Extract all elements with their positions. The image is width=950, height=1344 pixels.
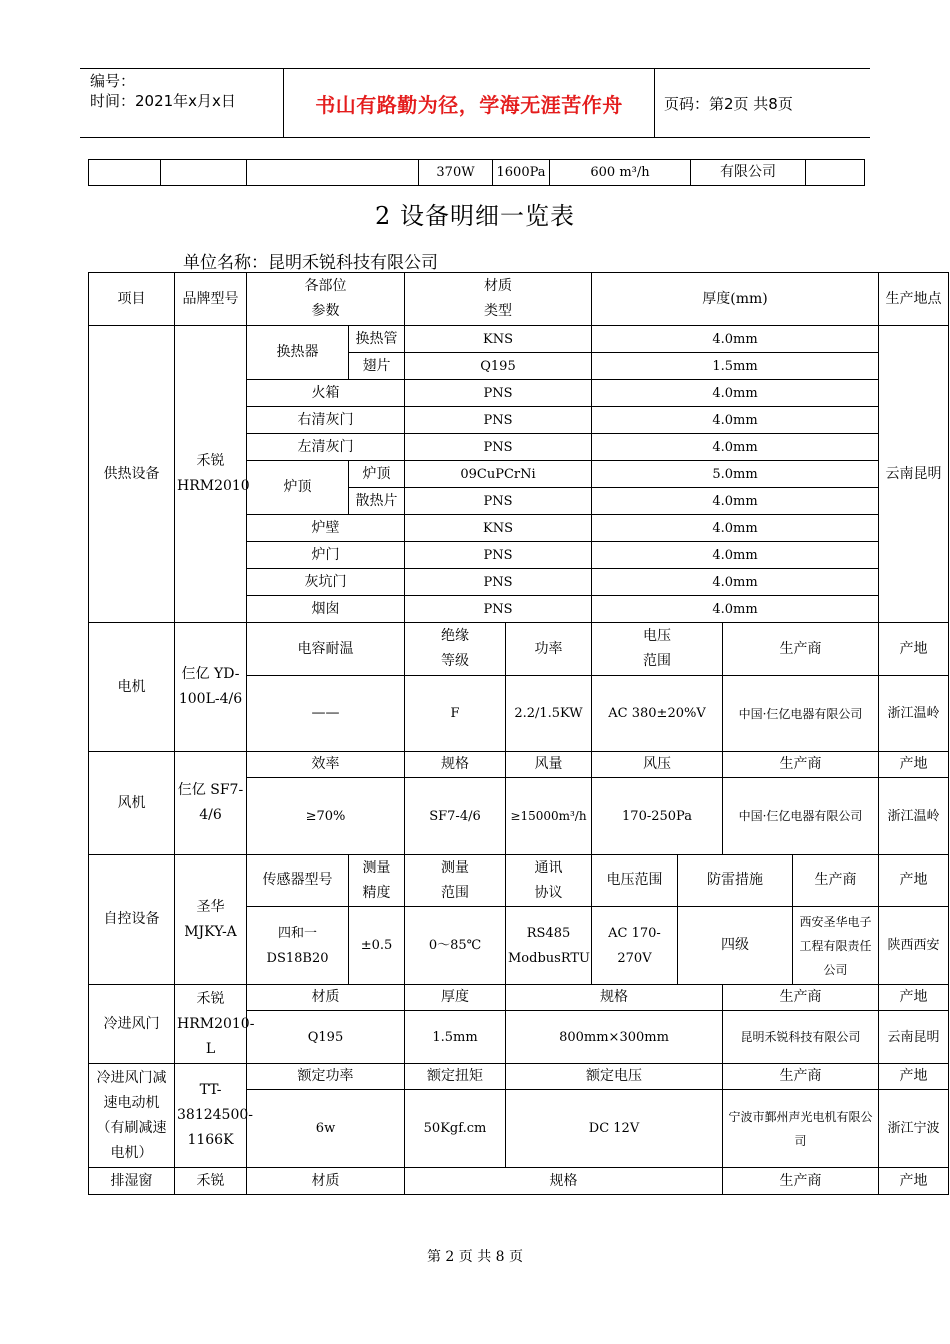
fan-h-press: 风压 [592,752,723,778]
heating-group-exchanger: 换热器 [247,326,349,380]
vent-thick: 1.5mm [405,1011,506,1064]
motor-brand: 仨亿 YD-100L-4/6 [175,623,247,752]
part-material: PNS [405,569,592,596]
fan-brand: 仨亿 SF7-4/6 [175,752,247,855]
vent-h-spec: 规格 [506,985,723,1011]
control-volt: AC 170-270V [592,907,678,985]
table-cell [247,160,419,186]
vent-brand: 禾锐 HRM2010-L [175,985,247,1064]
header-motto: 书山有路勤为径，学海无涯苦作舟 [283,69,655,137]
part-thickness: 4.0mm [592,407,879,434]
part-name: 火箱 [247,380,405,407]
heating-item: 供热设备 [89,326,175,623]
motor-item: 电机 [89,623,175,752]
part-thickness: 4.0mm [592,542,879,569]
vent-spec: 800mm×300mm [506,1011,723,1064]
gear-power: 6w [247,1090,405,1168]
fan-maker: 中国·仨亿电器有限公司 [723,778,879,855]
fan-h-maker: 生产商 [723,752,879,778]
header-page-info: 页码：第2页 共8页 [664,94,793,113]
dehum-header-row [89,1168,949,1195]
continued-table-row [88,159,865,186]
dehum-h-origin: 产地 [879,1168,949,1195]
control-h-sensor: 传感器型号 [247,855,349,907]
heating-group-lid: 炉顶 [247,461,349,515]
vent-h-origin: 产地 [879,985,949,1011]
fan-origin: 浙江温岭 [879,778,949,855]
gear-h-volt: 额定电压 [506,1064,723,1090]
motor-ins: F [405,676,506,752]
part-name: 炉壁 [247,515,405,542]
part-name: 翅片 [349,353,405,380]
header-item: 项目 [89,273,175,326]
heating-origin: 云南昆明 [879,326,949,623]
gear-torque: 50Kgf.cm [405,1090,506,1168]
motor-h-origin: 产地 [879,623,949,676]
motor-volt: AC 380±20%V [592,676,723,752]
header-material: 材质 类型 [405,273,592,326]
control-h-origin: 产地 [879,855,949,907]
header-origin: 生产地点 [879,273,949,326]
part-material: 09CuPCrNi [405,461,592,488]
document-time: 时间：2021年x月x日 [90,92,236,110]
part-material: Q195 [405,353,592,380]
table-cell: 有限公司 [691,160,806,186]
table-row [89,326,949,353]
part-thickness: 4.0mm [592,596,879,623]
gear-h-power: 额定功率 [247,1064,405,1090]
fan-h-flow: 风量 [506,752,592,778]
control-range: 0～85℃ [405,907,506,985]
motor-header-row [89,623,949,676]
table-header-row [89,273,949,326]
vent-h-thick: 厚度 [405,985,506,1011]
vent-item: 冷进风门 [89,985,175,1064]
vent-h-maker: 生产商 [723,985,879,1011]
dehum-h-spec: 规格 [405,1168,723,1195]
vent-header-row [89,985,949,1011]
fan-press: 170-250Pa [592,778,723,855]
motor-power: 2.2/1.5KW [506,676,592,752]
control-brand: 圣华 MJKY-A [175,855,247,985]
fan-spec: SF7-4/6 [405,778,506,855]
dehum-item: 排湿窗 [89,1168,175,1195]
motor-origin: 浙江温岭 [879,676,949,752]
equipment-table [88,272,949,1195]
part-material: PNS [405,380,592,407]
gear-volt: DC 12V [506,1090,723,1168]
part-name: 灰坑门 [247,569,405,596]
part-material: PNS [405,488,592,515]
header-thickness: 厚度(mm) [592,273,879,326]
vent-origin: 云南昆明 [879,1011,949,1064]
motor-h-volt: 电压 范围 [592,623,723,676]
fan-item: 风机 [89,752,175,855]
control-h-light: 防雷措施 [678,855,793,907]
table-cell: 370W [419,160,493,186]
control-h-proto: 通讯 协议 [506,855,592,907]
fan-header-row [89,752,949,778]
control-header-row [89,855,949,907]
vent-maker: 昆明禾锐科技有限公司 [723,1011,879,1064]
control-h-acc: 测量 精度 [349,855,405,907]
control-origin: 陕西西安 [879,907,949,985]
dehum-h-mat: 材质 [247,1168,405,1195]
table-cell [806,160,865,186]
header-parts: 各部位 参数 [247,273,405,326]
motor-h-ins: 绝缘 等级 [405,623,506,676]
fan-h-origin: 产地 [879,752,949,778]
fan-h-spec: 规格 [405,752,506,778]
section-title: 2 设备明细一览表 [375,202,575,230]
motor-h-cap: 电容耐温 [247,623,405,676]
gear-origin: 浙江宁波 [879,1090,949,1168]
control-light: 四级 [678,907,793,985]
page-header [80,68,870,138]
part-material: PNS [405,596,592,623]
control-h-volt: 电压范围 [592,855,678,907]
control-h-range: 测量 范围 [405,855,506,907]
part-name: 换热管 [349,326,405,353]
vent-h-mat: 材质 [247,985,405,1011]
part-thickness: 4.0mm [592,326,879,353]
part-thickness: 5.0mm [592,461,879,488]
document-number: 编号： [90,72,136,90]
motor-maker: 中国·仨亿电器有限公司 [723,676,879,752]
table-cell: 1600Pa [493,160,550,186]
control-item: 自控设备 [89,855,175,985]
control-h-maker: 生产商 [793,855,879,907]
part-material: KNS [405,515,592,542]
control-acc: ±0.5 [349,907,405,985]
vent-mat: Q195 [247,1011,405,1064]
gear-h-torque: 额定扭矩 [405,1064,506,1090]
dehum-h-maker: 生产商 [723,1168,879,1195]
control-sensor: 四和一 DS18B20 [247,907,349,985]
gear-h-origin: 产地 [879,1064,949,1090]
fan-flow: ≥15000m³/h [506,778,592,855]
part-name: 散热片 [349,488,405,515]
motor-h-maker: 生产商 [723,623,879,676]
gear-item: 冷进风门减速电动机（有刷减速电机） [89,1064,175,1168]
part-thickness: 4.0mm [592,434,879,461]
part-name: 烟囱 [247,596,405,623]
part-name: 炉门 [247,542,405,569]
heating-brand: 禾锐 HRM2010 [175,326,247,623]
part-thickness: 1.5mm [592,353,879,380]
fan-h-eff: 效率 [247,752,405,778]
part-name: 炉顶 [349,461,405,488]
part-thickness: 4.0mm [592,488,879,515]
control-maker: 西安圣华电子工程有限责任公司 [793,907,879,985]
part-thickness: 4.0mm [592,380,879,407]
dehum-brand: 禾锐 [175,1168,247,1195]
part-name: 右清灰门 [247,407,405,434]
part-name: 左清灰门 [247,434,405,461]
unit-name: 单位名称：昆明禾锐科技有限公司 [183,253,438,273]
control-proto: RS485 ModbusRTU [506,907,592,985]
page-footer: 第 2 页 共 8 页 [426,1249,524,1265]
motor-cap: —— [247,676,405,752]
part-material: PNS [405,542,592,569]
part-thickness: 4.0mm [592,515,879,542]
header-meta [90,71,280,111]
part-material: KNS [405,326,592,353]
gear-brand: TT-38124500-1166K [175,1064,247,1168]
table-cell [89,160,161,186]
part-material: PNS [405,434,592,461]
gear-h-maker: 生产商 [723,1064,879,1090]
gear-header-row [89,1064,949,1090]
header-brand: 品牌型号 [175,273,247,326]
gear-maker: 宁波市鄞州声光电机有限公司 [723,1090,879,1168]
fan-eff: ≥70% [247,778,405,855]
table-cell: 600 m³/h [550,160,691,186]
part-material: PNS [405,407,592,434]
part-thickness: 4.0mm [592,569,879,596]
motor-h-power: 功率 [506,623,592,676]
table-cell [161,160,247,186]
